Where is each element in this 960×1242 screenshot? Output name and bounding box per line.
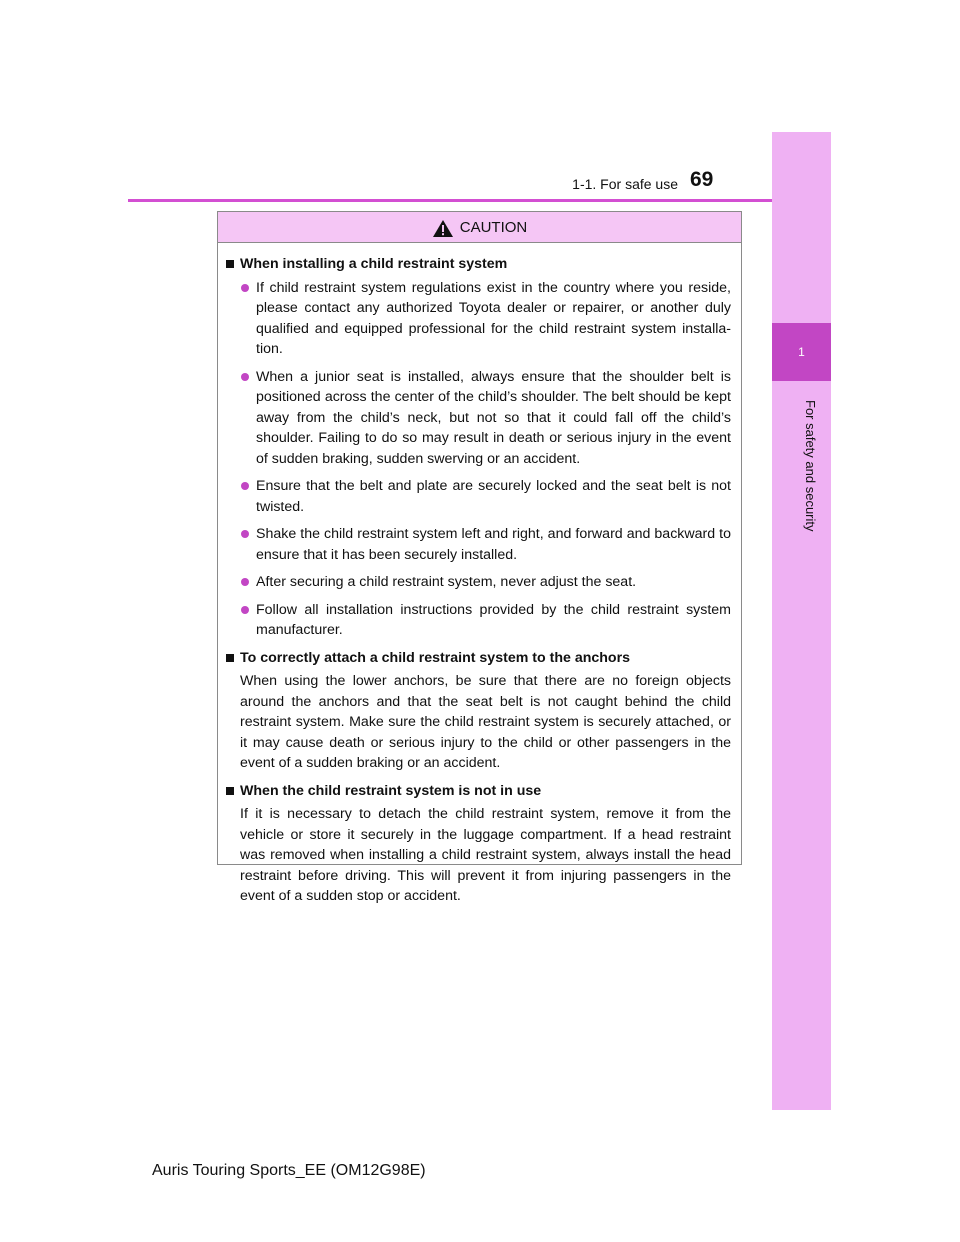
section-paragraph: If it is necessary to detach the child restraint system, remove it from the vehicle or store it securely in the luggage compartment. If a head restraint was removed when installing a child restraint system, always install the head restraint before driving. This will prevent it from injuring passengers in the event of a sudden stop or accident. [240, 806, 731, 904]
section-heading: To correctly attach a child restraint system to the anchors [226, 648, 731, 669]
chapter-side-tab [772, 132, 831, 1110]
section-heading: When the child restraint system is not in use [226, 781, 731, 802]
caution-title: CAUTION [459, 218, 528, 236]
section-paragraph: When using the lower anchors, be sure that there are no foreign objects around the anchors and that the seat belt is not caught behind the child restraint system. Make sure the child restraint system is securely attached, or it may cause death or serious injury to the child or other passengers in the event of a sudden braking or an accident. [240, 673, 731, 771]
section-heading: When installing a child restraint system [226, 254, 731, 275]
bullet-item: Ensure that the belt and plate are securely locked and the seat belt is not twisted. [226, 476, 731, 517]
caution-header [218, 212, 741, 243]
page-number: 69 [690, 168, 714, 191]
caution-box [217, 211, 742, 904]
section-title: 1-1. For safe use [572, 176, 678, 192]
footer-manual-id: Auris Touring Sports_EE (OM12G98E) [152, 1162, 426, 1179]
chapter-title: For safety and security [803, 400, 818, 532]
bullet-item: If child restraint system regulations exist in the country where you reside, please contact any authorized Toyota dealer or repairer, or another duly qualified and equipped professional for the child restraint system installa-tion. [226, 278, 731, 360]
bullet-item: After securing a child restraint system, never adjust the seat. [226, 572, 731, 593]
chapter-number: 1 [772, 323, 831, 381]
warning-triangle-icon [432, 219, 454, 238]
bullet-item: Shake the child restraint system left and right, and forward and backward to ensure that it has been securely installed. [226, 524, 731, 565]
caution-body [218, 243, 741, 907]
bullet-item: When a junior seat is installed, always ensure that the shoulder belt is positioned across the center of the child’s shoulder. The belt should be kept away from the child’s neck, but not so that it could fall off the child’s shoulder. Failing to do so may result in death or serious injury in the event of sudden braking, sudden swerving or an accident. [226, 367, 731, 470]
bullet-item: Follow all installation instructions provided by the child restraint system manufacturer. [226, 600, 731, 641]
header-rule [128, 199, 831, 202]
